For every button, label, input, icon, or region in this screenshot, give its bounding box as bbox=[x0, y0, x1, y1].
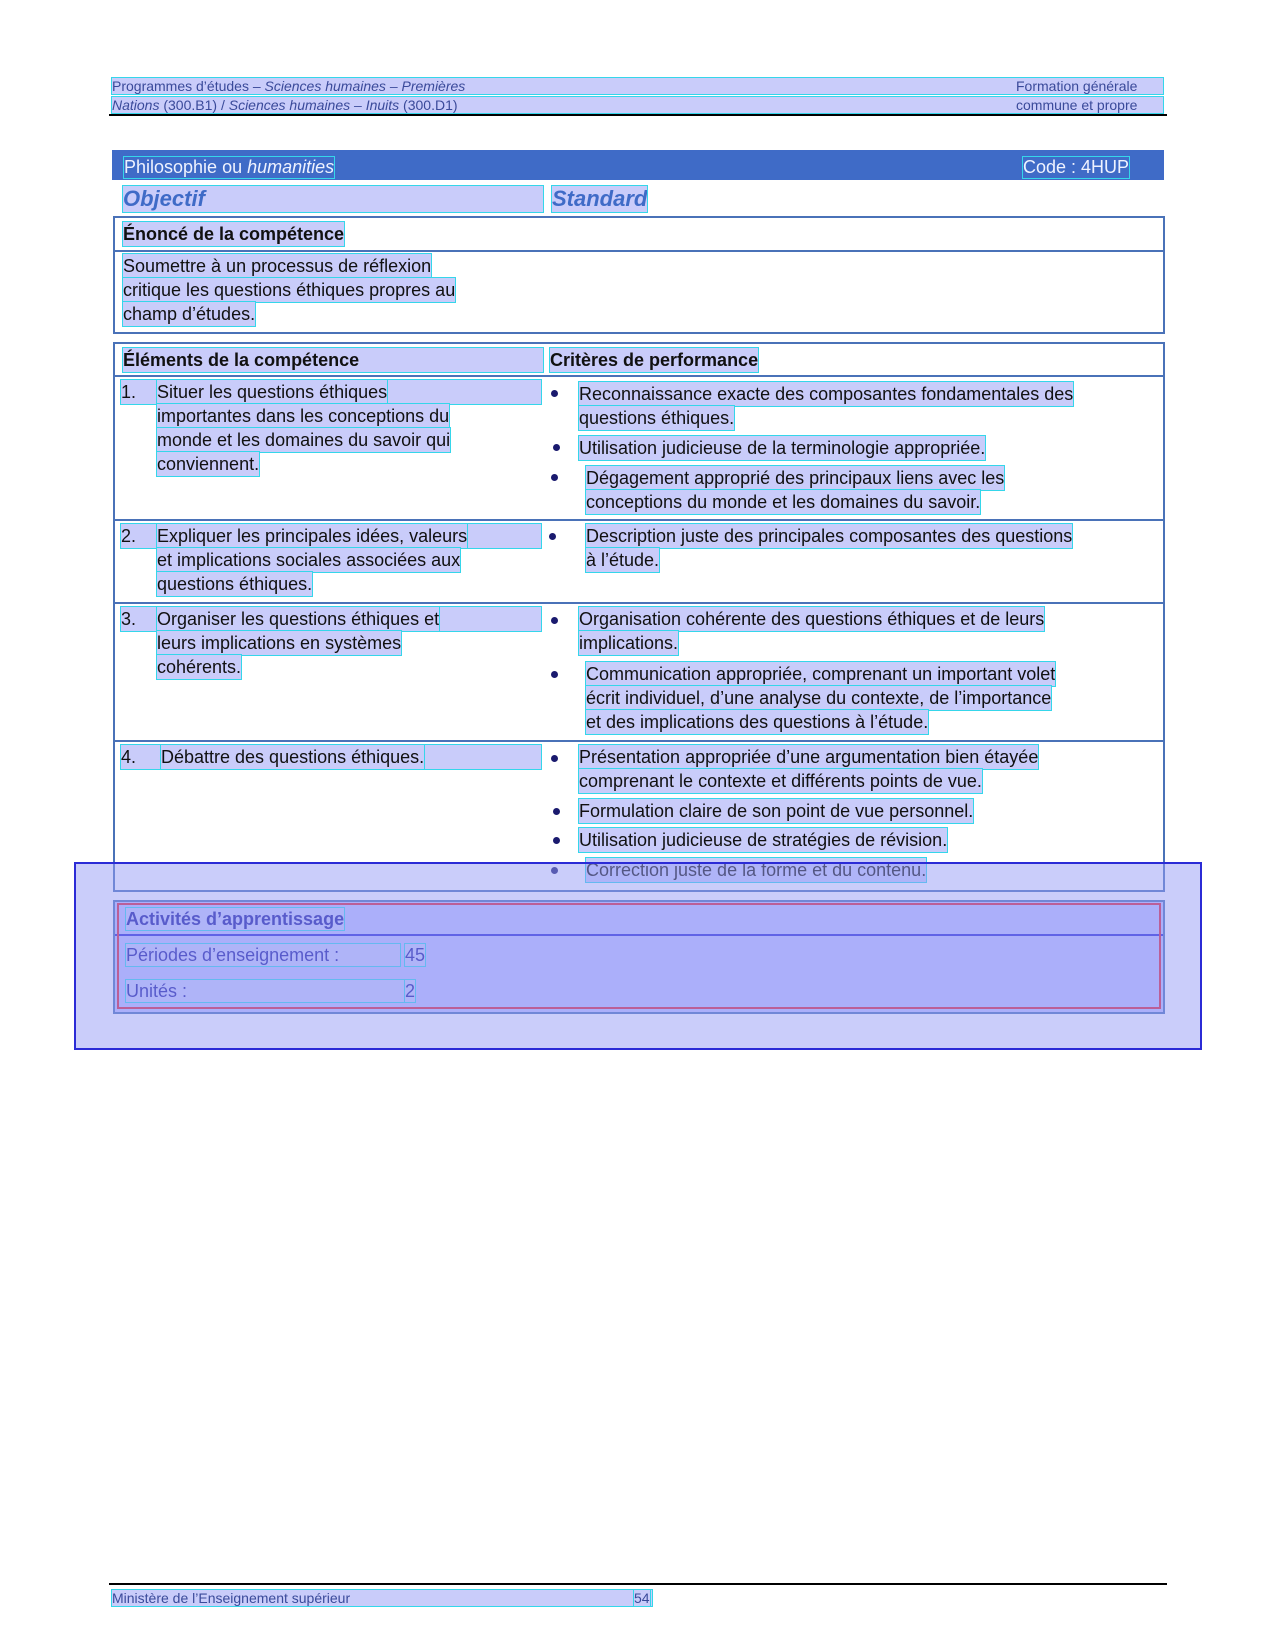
enonce-line: critique les questions éthiques propres au bbox=[123, 280, 456, 300]
criterion-line: Présentation appropriée d’une argumentation bien étayée bbox=[579, 747, 1039, 767]
enonce-line: champ d’études. bbox=[123, 304, 256, 324]
criterion-line: questions éthiques. bbox=[579, 408, 735, 428]
element-number: 1. bbox=[121, 380, 541, 404]
header-text-italic: Sciences humaines – Inuits bbox=[228, 97, 400, 113]
bullet-icon bbox=[551, 617, 558, 624]
criterion-line: Reconnaissance exacte des composantes fondamentales des bbox=[579, 384, 1074, 404]
bullet-icon bbox=[553, 444, 560, 451]
criterion-line: à l’étude. bbox=[586, 550, 660, 570]
criterion-line: Description juste des principales composantes des questions bbox=[586, 526, 1073, 546]
footer-page-number: 54 bbox=[634, 1590, 650, 1606]
criterion-line: implications. bbox=[579, 633, 679, 653]
elements-heading: Éléments de la compétence bbox=[123, 348, 543, 372]
criterion-line: Communication appropriée, comprenant un important volet bbox=[586, 664, 1056, 684]
divider bbox=[115, 740, 1163, 742]
element-line: importantes dans les conceptions du bbox=[157, 406, 450, 426]
divider bbox=[115, 375, 1163, 377]
bullet-icon bbox=[553, 808, 560, 815]
criterion-line: Dégagement approprié des principaux liens avec les bbox=[586, 468, 1005, 488]
header-left-line1 bbox=[112, 78, 1163, 94]
criterion-line: comprenant le contexte et différents points de vue. bbox=[579, 771, 982, 791]
header-text-italic: Sciences humaines – Premières bbox=[264, 78, 466, 94]
header-text: Programmes d’études – bbox=[112, 78, 265, 94]
selection-overlay bbox=[74, 862, 1202, 1050]
element-line: Débattre des questions éthiques. bbox=[161, 747, 425, 767]
bullet-icon bbox=[551, 755, 558, 762]
enonce-line: Soumettre à un processus de réflexion bbox=[123, 256, 432, 276]
element-line: Expliquer les principales idées, valeurs bbox=[157, 526, 468, 546]
course-title-band bbox=[112, 150, 1164, 180]
criterion-line: Utilisation judicieuse de la terminologie appropriée. bbox=[579, 438, 986, 458]
divider bbox=[115, 519, 1163, 521]
course-code: Code : 4HUP bbox=[1023, 157, 1130, 177]
element-line: Situer les questions éthiques bbox=[157, 382, 388, 402]
course-title-italic: humanities bbox=[247, 157, 335, 177]
element-line: cohérents. bbox=[157, 657, 242, 677]
element-line: monde et les domaines du savoir qui bbox=[157, 430, 451, 450]
criterion-line: Formulation claire de son point de vue personnel. bbox=[579, 801, 974, 821]
criterion-line: écrit individuel, d’une analyse du contexte, de l’importance bbox=[586, 688, 1052, 708]
element-number: 2. bbox=[121, 524, 541, 548]
header-text: (300.D1) bbox=[399, 97, 458, 113]
bullet-icon bbox=[553, 837, 560, 844]
footer-ministry: Ministère de l’Enseignement supérieur bbox=[112, 1590, 652, 1606]
bullet-icon bbox=[551, 474, 558, 481]
header-text: (300.B1) / bbox=[159, 97, 229, 113]
criterion-line: et des implications des questions à l’étude. bbox=[586, 712, 929, 732]
enonce-heading: Énoncé de la compétence bbox=[123, 224, 345, 244]
criterion-line: Utilisation judicieuse de stratégies de révision. bbox=[579, 830, 948, 850]
bullet-icon bbox=[551, 671, 558, 678]
divider bbox=[115, 250, 1163, 252]
header-right-line1: Formation générale bbox=[1016, 78, 1138, 94]
standard-heading: Standard bbox=[552, 186, 648, 211]
header-text-italic: Nations bbox=[112, 97, 160, 113]
header-rule bbox=[109, 114, 1167, 116]
element-line: conviennent. bbox=[157, 454, 260, 474]
criterion-line: conceptions du monde et les domaines du savoir. bbox=[586, 492, 981, 512]
element-line: et implications sociales associées aux bbox=[157, 550, 461, 570]
element-number: 3. bbox=[121, 607, 541, 631]
course-title bbox=[124, 157, 334, 178]
criteria-heading: Critères de performance bbox=[550, 350, 759, 370]
element-number: 4. bbox=[121, 745, 541, 769]
bullet-icon bbox=[551, 390, 558, 397]
course-title-text: Philosophie ou bbox=[124, 157, 248, 177]
divider bbox=[115, 602, 1163, 604]
header-right-line2: commune et propre bbox=[1016, 97, 1138, 113]
element-line: Organiser les questions éthiques et bbox=[157, 609, 440, 629]
element-line: leurs implications en systèmes bbox=[157, 633, 402, 653]
footer-rule bbox=[109, 1583, 1167, 1585]
bullet-icon bbox=[549, 533, 556, 540]
criterion-line: Organisation cohérente des questions éthiques et de leurs bbox=[579, 609, 1045, 629]
header-left-line2 bbox=[112, 97, 1163, 113]
objective-heading: Objectif bbox=[123, 186, 543, 212]
element-line: questions éthiques. bbox=[157, 574, 313, 594]
